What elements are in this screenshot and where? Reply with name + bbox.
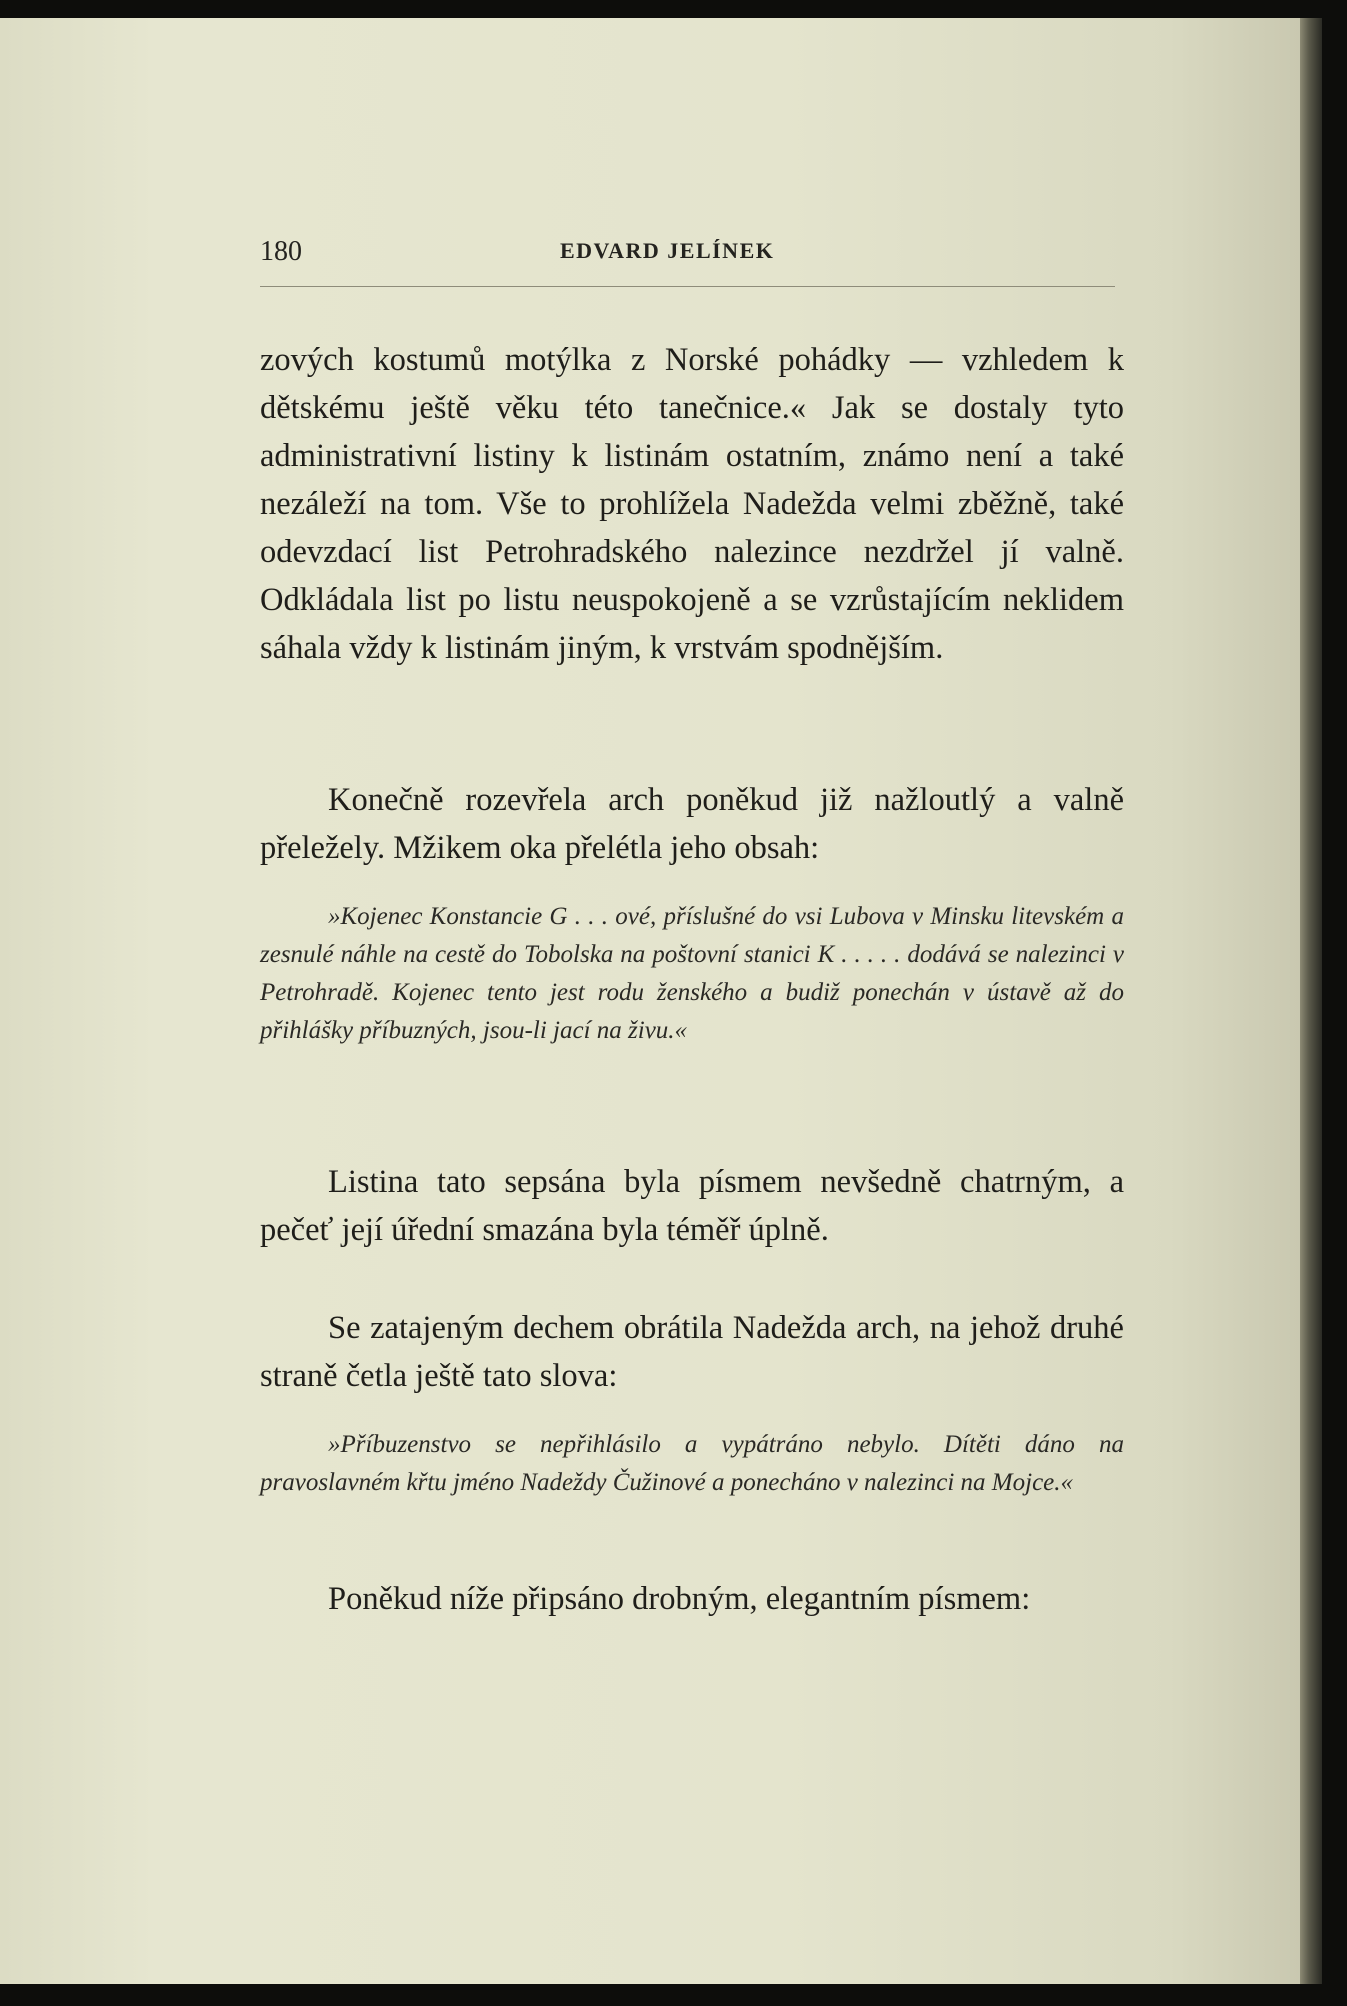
paragraph-4 bbox=[260, 1304, 1124, 1400]
header-rule bbox=[260, 286, 1115, 287]
page-edge bbox=[1300, 18, 1322, 1984]
paragraph-text: Se zatajeným dechem obrátila Nadežda arch, na jehož druhé straně četla ještě tato slova: bbox=[260, 1310, 1124, 1394]
page-number: 180 bbox=[260, 236, 302, 267]
running-head: EDVARD JELÍNEK bbox=[560, 238, 775, 263]
page-header bbox=[260, 236, 1120, 276]
quoted-document-1 bbox=[260, 898, 1124, 1050]
quote-text: »Příbuzenstvo se nepřihlásilo a vypátráno nebylo. Dítěti dáno na pravoslavném křtu jméno Nadeždy Čužinové a ponecháno v nalezinci na Mojce.« bbox=[260, 1431, 1124, 1496]
paragraph-1 bbox=[260, 336, 1124, 672]
paragraph-text: Listina tato sepsána byla písmem nevšedně chatrným, a pečeť její úřední smazána byla téměř úplně. bbox=[260, 1164, 1124, 1248]
paragraph-text: Poněkud níže připsáno drobným, elegantním písmem: bbox=[328, 1581, 1031, 1617]
paragraph-2 bbox=[260, 776, 1124, 872]
paragraph-3 bbox=[260, 1158, 1124, 1254]
paragraph-5 bbox=[260, 1575, 1124, 1623]
quoted-document-2 bbox=[260, 1426, 1124, 1502]
paragraph-text: Konečně rozevřela arch poněkud již nažloutlý a valně přeležely. Mžikem oka přelétla jeho obsah: bbox=[260, 782, 1124, 866]
paragraph-text: zových kostumů motýlka z Norské pohádky — vzhledem k dětskému ještě věku této tanečnice.« Jak se dostaly tyto administrativní listiny k listinám ostatním, známo není a také nezáleží na tom. Vše to prohlížela Nadežda velmi zběžně, také odevzdací list Petrohradského nalezince nezdržel jí valně. Odkládala list po listu neuspokojeně a se vzrůstajícím neklidem sáhala vždy k listinám jiným, k vrstvám spodnějším. bbox=[260, 342, 1124, 666]
quote-text: »Kojenec Konstancie G . . . ové, příslušné do vsi Lubova v Minsku litevském a zesnulé náhle na cestě do Tobolska na poštovní stanici K . . . . . dodává se nalezinci v Petrohradě. Kojenec tento jest rodu ženského a budiž ponechán v ústavě až do přihlášky příbuzných, jsou-li jací na živu.« bbox=[260, 903, 1124, 1044]
